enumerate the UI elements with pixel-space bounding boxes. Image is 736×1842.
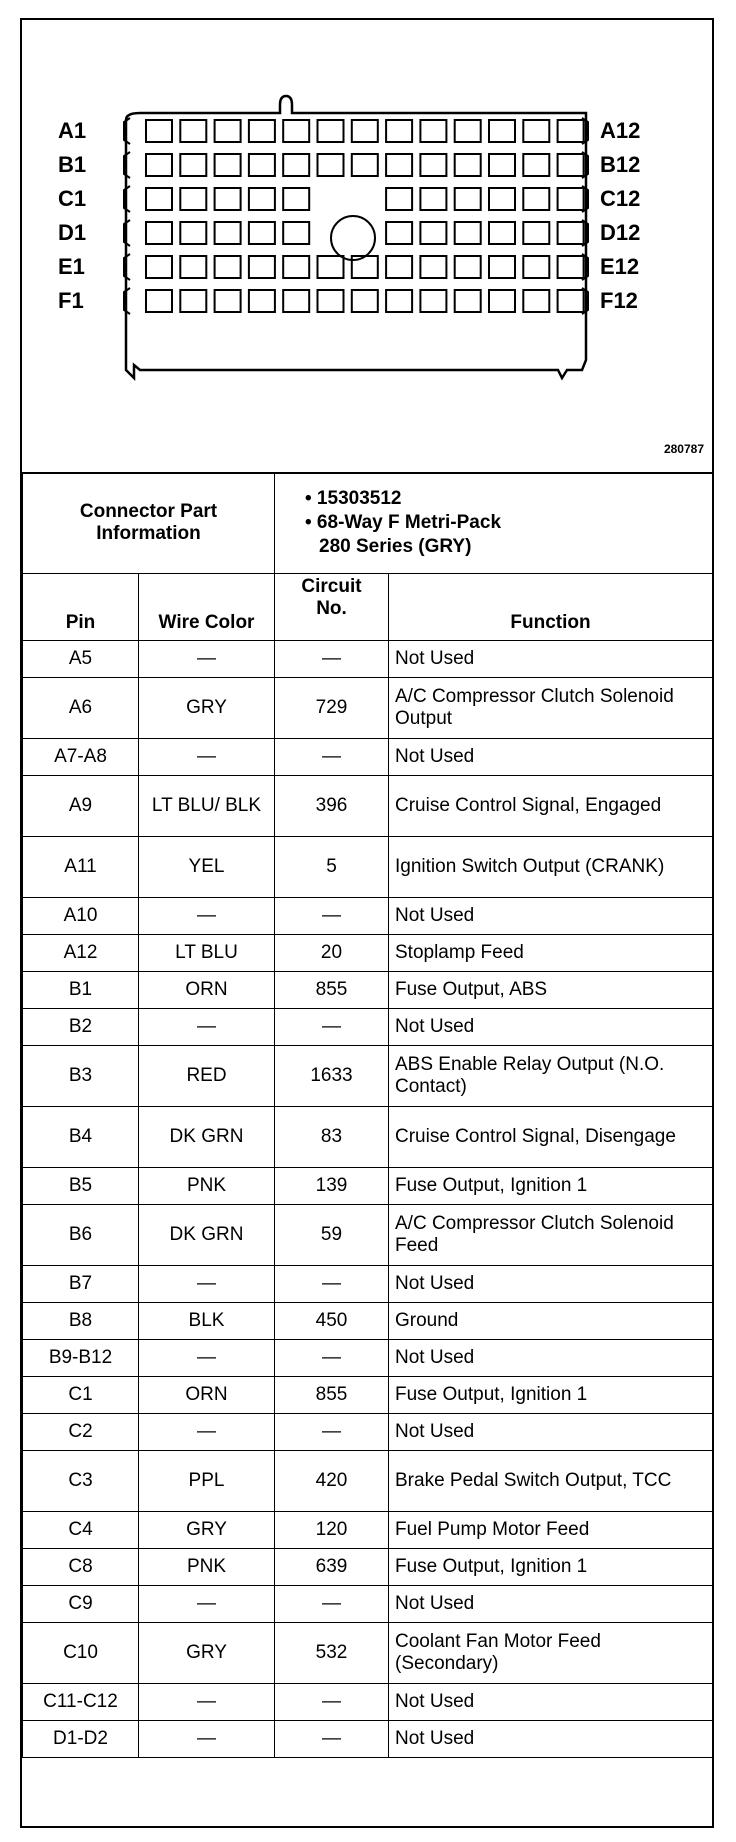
right-row-label: A12 xyxy=(600,118,641,143)
pin-cell: C3 xyxy=(23,1451,139,1512)
pin-cell: C1 xyxy=(23,1377,139,1414)
circuit-cell: — xyxy=(275,1266,389,1303)
cavity-grid xyxy=(146,120,584,312)
pin-cell: A11 xyxy=(23,837,139,898)
header-function: Function xyxy=(389,574,713,641)
cavity xyxy=(420,256,446,278)
right-row-label: F12 xyxy=(600,288,638,313)
wire-color-cell: RED xyxy=(139,1046,275,1107)
left-row-label: C1 xyxy=(58,186,87,211)
cavity xyxy=(386,188,412,210)
header-pin: Pin xyxy=(23,574,139,641)
cavity xyxy=(318,120,344,142)
circuit-cell: 855 xyxy=(275,1377,389,1414)
cavity xyxy=(489,222,515,244)
cavity xyxy=(146,222,172,244)
table-row xyxy=(23,1414,713,1451)
function-cell: Stoplamp Feed xyxy=(389,935,713,972)
circuit-cell: 532 xyxy=(275,1623,389,1684)
wire-color-cell: LT BLU xyxy=(139,935,275,972)
cavity xyxy=(455,256,481,278)
table-row xyxy=(23,935,713,972)
table-row xyxy=(23,1377,713,1414)
cavity xyxy=(523,290,549,312)
circuit-cell: 396 xyxy=(275,776,389,837)
cavity xyxy=(249,154,275,176)
cavity xyxy=(352,120,378,142)
connector-series: 280 Series (GRY) xyxy=(319,536,472,557)
circuit-cell: — xyxy=(275,1009,389,1046)
table-row xyxy=(23,678,713,739)
function-cell: A/C Compressor Clutch Solenoid Feed xyxy=(389,1205,713,1266)
cavity xyxy=(386,120,412,142)
cavity xyxy=(249,222,275,244)
function-cell: Ground xyxy=(389,1303,713,1340)
circuit-cell: 420 xyxy=(275,1451,389,1512)
cavity xyxy=(283,120,309,142)
circuit-cell: — xyxy=(275,1414,389,1451)
cavity xyxy=(318,154,344,176)
wire-color-cell: PNK xyxy=(139,1549,275,1586)
wire-color-cell: YEL xyxy=(139,837,275,898)
cavity xyxy=(283,256,309,278)
pin-cell: B1 xyxy=(23,972,139,1009)
cavity xyxy=(318,290,344,312)
cavity xyxy=(558,188,584,210)
function-cell: Not Used xyxy=(389,1586,713,1623)
header-circuit-no xyxy=(275,574,389,641)
cavity xyxy=(352,154,378,176)
cavity xyxy=(215,222,241,244)
cavity xyxy=(386,222,412,244)
cavity xyxy=(558,290,584,312)
wire-color-cell: PPL xyxy=(139,1451,275,1512)
connector-housing-outline xyxy=(126,96,586,378)
cavity xyxy=(386,256,412,278)
wire-color-cell: LT BLU/ BLK xyxy=(139,776,275,837)
wire-color-cell: — xyxy=(139,1009,275,1046)
circuit-cell: 729 xyxy=(275,678,389,739)
function-cell: Not Used xyxy=(389,1009,713,1046)
cavity xyxy=(489,256,515,278)
cavity xyxy=(455,290,481,312)
pin-cell: A5 xyxy=(23,641,139,678)
circuit-cell: 59 xyxy=(275,1205,389,1266)
cavity xyxy=(489,154,515,176)
pin-cell: B9-B12 xyxy=(23,1340,139,1377)
cavity xyxy=(146,256,172,278)
diagram-id: 280787 xyxy=(663,442,704,456)
pin-cell: C8 xyxy=(23,1549,139,1586)
circuit-cell: — xyxy=(275,739,389,776)
cavity xyxy=(283,290,309,312)
wire-color-cell: ORN xyxy=(139,1377,275,1414)
circuit-cell: — xyxy=(275,898,389,935)
cavity xyxy=(455,120,481,142)
cavity xyxy=(352,290,378,312)
cavity xyxy=(249,120,275,142)
pinout-table-body xyxy=(23,641,713,1758)
cavity xyxy=(558,120,584,142)
function-cell: Fuse Output, Ignition 1 xyxy=(389,1377,713,1414)
circuit-cell: — xyxy=(275,1586,389,1623)
cavity xyxy=(558,256,584,278)
wire-color-cell: — xyxy=(139,1586,275,1623)
right-row-label: B12 xyxy=(600,152,641,177)
circuit-cell: 855 xyxy=(275,972,389,1009)
connector-face-drawing xyxy=(22,20,712,472)
wire-color-cell: — xyxy=(139,641,275,678)
cavity xyxy=(180,188,206,210)
left-row-label: F1 xyxy=(58,288,84,313)
cavity xyxy=(318,256,344,278)
left-row-label: E1 xyxy=(58,254,85,279)
wire-color-cell: — xyxy=(139,1340,275,1377)
cavity xyxy=(523,154,549,176)
function-cell: Fuse Output, ABS xyxy=(389,972,713,1009)
cavity xyxy=(146,290,172,312)
pin-cell: B7 xyxy=(23,1266,139,1303)
function-cell: Ignition Switch Output (CRANK) xyxy=(389,837,713,898)
function-cell: Not Used xyxy=(389,1414,713,1451)
table-row xyxy=(23,1549,713,1586)
circuit-cell: — xyxy=(275,1721,389,1758)
pin-cell: B8 xyxy=(23,1303,139,1340)
function-cell: Not Used xyxy=(389,641,713,678)
function-cell: Not Used xyxy=(389,1721,713,1758)
wire-color-cell: — xyxy=(139,1721,275,1758)
cavity xyxy=(283,188,309,210)
cavity xyxy=(420,222,446,244)
cavity xyxy=(146,120,172,142)
table-row xyxy=(23,1721,713,1758)
table-row xyxy=(23,1586,713,1623)
cavity xyxy=(146,154,172,176)
table-row xyxy=(23,641,713,678)
wire-color-cell: GRY xyxy=(139,1623,275,1684)
wire-color-cell: DK GRN xyxy=(139,1107,275,1168)
table-row xyxy=(23,837,713,898)
wire-color-cell: — xyxy=(139,1414,275,1451)
pin-cell: D1-D2 xyxy=(23,1721,139,1758)
cavity xyxy=(386,154,412,176)
pin-cell: B6 xyxy=(23,1205,139,1266)
function-cell: Fuse Output, Ignition 1 xyxy=(389,1549,713,1586)
function-cell: Not Used xyxy=(389,1684,713,1721)
table-row xyxy=(23,1046,713,1107)
connector-info-list xyxy=(275,473,713,574)
connector-info-title-line2: Information xyxy=(96,523,201,544)
table-row xyxy=(23,1684,713,1721)
connector-sheet xyxy=(20,18,714,1828)
wire-color-cell: GRY xyxy=(139,678,275,739)
cavity xyxy=(180,290,206,312)
circuit-cell: 20 xyxy=(275,935,389,972)
cavity xyxy=(386,290,412,312)
right-row-label: D12 xyxy=(600,220,641,245)
circuit-cell: 120 xyxy=(275,1512,389,1549)
table-row xyxy=(23,1205,713,1266)
wire-color-cell: BLK xyxy=(139,1303,275,1340)
table-row xyxy=(23,1340,713,1377)
cavity xyxy=(215,154,241,176)
wire-color-cell: PNK xyxy=(139,1168,275,1205)
wire-color-cell: DK GRN xyxy=(139,1205,275,1266)
circuit-cell: 5 xyxy=(275,837,389,898)
connector-part-number: • 15303512 xyxy=(305,488,402,509)
table-row xyxy=(23,739,713,776)
wire-color-cell: — xyxy=(139,1684,275,1721)
table-row xyxy=(23,1512,713,1549)
pin-cell: B3 xyxy=(23,1046,139,1107)
cavity xyxy=(249,290,275,312)
cavity xyxy=(558,222,584,244)
header-wire-color: Wire Color xyxy=(139,574,275,641)
center-bolt-hole xyxy=(331,216,375,260)
header-circuit-line1: Circuit xyxy=(301,576,362,597)
cavity xyxy=(249,188,275,210)
pin-cell: C2 xyxy=(23,1414,139,1451)
circuit-cell: 83 xyxy=(275,1107,389,1168)
pin-cell: B4 xyxy=(23,1107,139,1168)
cavity xyxy=(455,222,481,244)
left-row-label: A1 xyxy=(58,118,87,143)
cavity xyxy=(558,154,584,176)
cavity xyxy=(523,120,549,142)
cavity xyxy=(180,256,206,278)
wire-color-cell: GRY xyxy=(139,1512,275,1549)
function-cell: Cruise Control Signal, Engaged xyxy=(389,776,713,837)
function-cell: Not Used xyxy=(389,1266,713,1303)
table-row xyxy=(23,1451,713,1512)
pin-cell: A9 xyxy=(23,776,139,837)
cavity xyxy=(180,120,206,142)
function-cell: Cruise Control Signal, Disengage xyxy=(389,1107,713,1168)
function-cell: ABS Enable Relay Output (N.O. Contact) xyxy=(389,1046,713,1107)
right-row-label: E12 xyxy=(600,254,640,279)
table-row xyxy=(23,1623,713,1684)
table-row xyxy=(23,1303,713,1340)
cavity xyxy=(180,222,206,244)
pin-cell: A7-A8 xyxy=(23,739,139,776)
connector-diagram xyxy=(22,20,712,474)
cavity xyxy=(180,154,206,176)
circuit-cell: 639 xyxy=(275,1549,389,1586)
right-row-label: C12 xyxy=(600,186,641,211)
cavity xyxy=(489,290,515,312)
cavity xyxy=(215,120,241,142)
connector-info-title-line1: Connector Part xyxy=(79,501,218,522)
circuit-cell: — xyxy=(275,1340,389,1377)
cavity xyxy=(215,290,241,312)
cavity xyxy=(455,188,481,210)
table-row xyxy=(23,1266,713,1303)
function-cell: Fuel Pump Motor Feed xyxy=(389,1512,713,1549)
pin-cell: B2 xyxy=(23,1009,139,1046)
function-cell: Fuse Output, Ignition 1 xyxy=(389,1168,713,1205)
function-cell: Coolant Fan Motor Feed (Secondary) xyxy=(389,1623,713,1684)
pin-cell: C4 xyxy=(23,1512,139,1549)
cavity xyxy=(523,188,549,210)
circuit-cell: 139 xyxy=(275,1168,389,1205)
pin-cell: A10 xyxy=(23,898,139,935)
cavity xyxy=(146,188,172,210)
cavity xyxy=(420,290,446,312)
circuit-cell: — xyxy=(275,1684,389,1721)
cavity xyxy=(420,120,446,142)
pin-cell: A6 xyxy=(23,678,139,739)
left-row-label: D1 xyxy=(58,220,87,245)
table-header-row xyxy=(23,574,713,641)
table-row xyxy=(23,776,713,837)
cavity xyxy=(523,222,549,244)
function-cell: A/C Compressor Clutch Solenoid Output xyxy=(389,678,713,739)
wire-color-cell: — xyxy=(139,898,275,935)
pin-cell: B5 xyxy=(23,1168,139,1205)
pinout-table xyxy=(22,472,713,1758)
cavity xyxy=(420,154,446,176)
cavity xyxy=(420,188,446,210)
cavity xyxy=(215,188,241,210)
circuit-cell: — xyxy=(275,641,389,678)
function-cell: Not Used xyxy=(389,739,713,776)
connector-type: • 68-Way F Metri-Pack xyxy=(305,512,502,533)
function-cell: Brake Pedal Switch Output, TCC xyxy=(389,1451,713,1512)
cavity xyxy=(249,256,275,278)
table-row xyxy=(23,972,713,1009)
cavity xyxy=(283,222,309,244)
pin-cell: C9 xyxy=(23,1586,139,1623)
header-circuit-line2: No. xyxy=(316,598,347,619)
pin-cell: A12 xyxy=(23,935,139,972)
table-row xyxy=(23,898,713,935)
pin-cell: C10 xyxy=(23,1623,139,1684)
function-cell: Not Used xyxy=(389,1340,713,1377)
left-row-label: B1 xyxy=(58,152,87,177)
circuit-cell: 450 xyxy=(275,1303,389,1340)
wire-color-cell: — xyxy=(139,739,275,776)
table-row xyxy=(23,1009,713,1046)
wire-color-cell: ORN xyxy=(139,972,275,1009)
cavity xyxy=(489,120,515,142)
table-row xyxy=(23,1168,713,1205)
pin-cell: C11-C12 xyxy=(23,1684,139,1721)
wire-color-cell: — xyxy=(139,1266,275,1303)
function-cell: Not Used xyxy=(389,898,713,935)
circuit-cell: 1633 xyxy=(275,1046,389,1107)
table-row xyxy=(23,1107,713,1168)
cavity xyxy=(523,256,549,278)
cavity xyxy=(455,154,481,176)
connector-info-title xyxy=(23,473,275,574)
connector-info-row xyxy=(23,473,713,574)
cavity xyxy=(283,154,309,176)
cavity xyxy=(215,256,241,278)
cavity xyxy=(489,188,515,210)
